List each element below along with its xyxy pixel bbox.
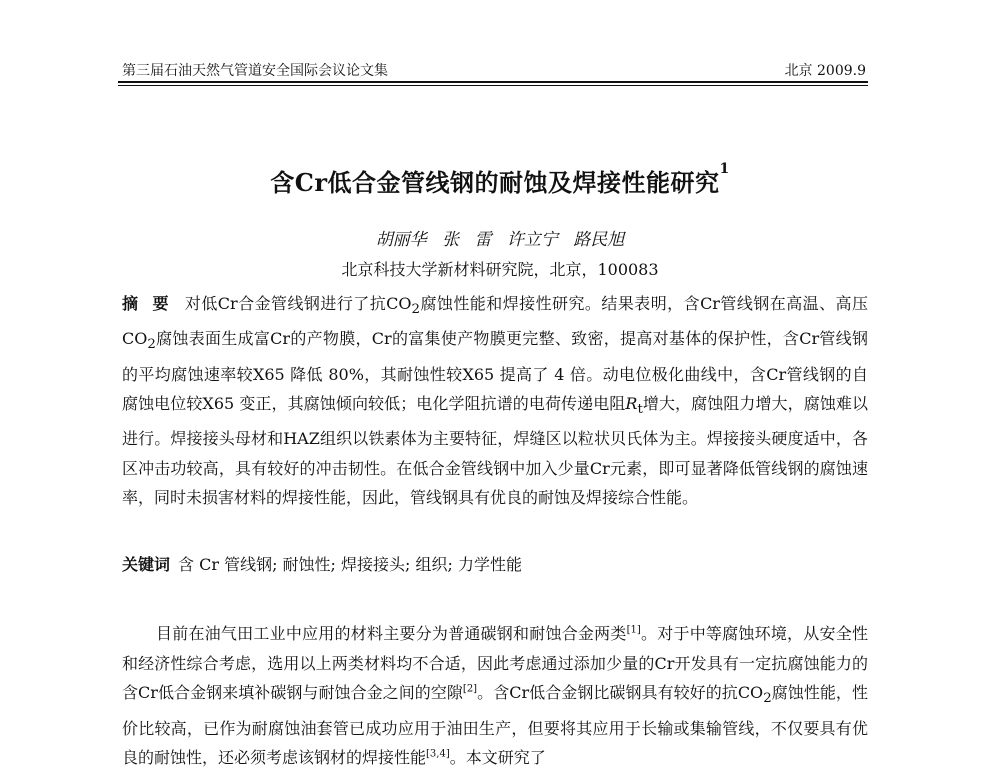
body-text-4: 腐蚀性能，性价比较高，已作为耐腐蚀油套管已成功应用于油田生产，但要将其应用于长输或集输管线，不仅要具有优良的耐蚀性，还必须考虑该钢材的焊接性能 xyxy=(122,683,868,768)
abstract-text-1: 对低Cr合金管线钢进行了抗CO xyxy=(184,294,412,313)
keywords-text: 含 Cr 管线钢; 耐蚀性; 焊接接头; 组织; 力学性能 xyxy=(178,555,522,574)
rt-symbol: R xyxy=(625,393,638,413)
keywords-label: 关键词 xyxy=(122,555,171,574)
location-date: 北京 2009.9 xyxy=(784,63,866,79)
citation-ref: [2] xyxy=(462,683,478,695)
body-text-3: 。含Cr低合金钢比碳钢具有较好的抗CO xyxy=(477,683,764,702)
paper-title xyxy=(0,163,1000,198)
body-text-1: 目前在油气田工业中应用的材料主要分为普通碳钢和耐蚀合金两类 xyxy=(156,624,627,643)
paper-title-text: 含Cr低合金管线钢的耐蚀及焊接性能研究 xyxy=(270,168,720,197)
running-header xyxy=(118,58,868,82)
abstract-text-4: 增大，腐蚀阻力增大，腐蚀难以进行。焊接接头母材和HAZ组织以铁素体为主要特征，焊缝区以粒状贝氏体为主。焊接接头硬度适中，各区冲击功较高，具有较好的冲击韧性。在低合金管线钢中加入少量Cr元素，即可显著降低管线钢的腐蚀速率，同时未损害材料的焊接性能，因此，管线钢具有优良的耐蚀及焊接综合性能。 xyxy=(122,393,868,507)
proceedings-title: 第三届石油天然气管道安全国际会议论文集 xyxy=(122,63,388,79)
header-rule-thin xyxy=(118,85,868,86)
body-text-2: 。对于中等腐蚀环境，从安全性和经济性综合考虑，选用以上两类材料均不合适，因此考虑通过添加少量的Cr开发具有一定抗腐蚀能力的含Cr低合金钢来填补碳钢与耐蚀合金之间的空隙 xyxy=(122,624,868,702)
co2-subscript: 2 xyxy=(411,302,421,318)
abstract xyxy=(122,289,868,512)
co2-subscript: 2 xyxy=(147,337,156,353)
citation-ref: [3,4] xyxy=(426,748,450,760)
abstract-text-2: 腐蚀性能和焊接性研究。结果表明，含Cr管线钢在高温、高压CO xyxy=(122,294,868,349)
title-footnote-mark: 1 xyxy=(719,161,730,177)
body-text-5: 。本文研究了 xyxy=(449,748,546,768)
abstract-label: 摘要 xyxy=(122,294,183,313)
author-list: 胡丽华 张 雷 许立宁 路民旭 xyxy=(375,230,625,250)
abstract-text-3: 腐蚀表面生成富Cr的产物膜，Cr的富集使产物膜更完整、致密，提高对基体的保护性，含Cr管线钢的平均腐蚀速率较X65 降低 80%，其耐蚀性较X65 提高了 4 倍。动电位极化曲线中，含Cr管线钢的自腐蚀电位较X65 变正，其腐蚀倾向较低；电化学阻抗谱的电荷传递电阻 xyxy=(122,329,868,413)
co2-subscript: 2 xyxy=(763,691,772,707)
affiliation: 北京科技大学新材料研究院，北京，100083 xyxy=(341,260,659,279)
intro-paragraph xyxy=(122,619,868,773)
header-rule-thick xyxy=(118,81,868,83)
keywords xyxy=(122,552,868,575)
citation-ref: [1] xyxy=(626,624,641,636)
rt-subscript: t xyxy=(637,402,643,418)
